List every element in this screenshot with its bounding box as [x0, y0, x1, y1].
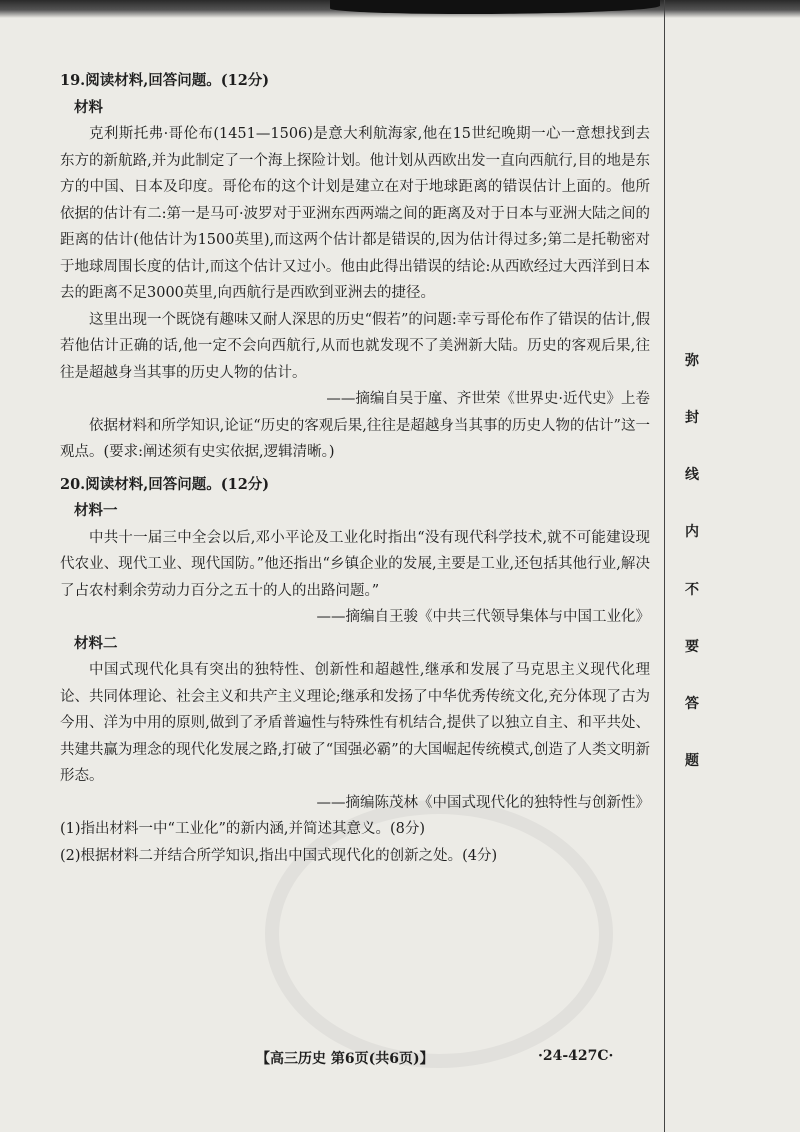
seal-char: 题: [685, 752, 699, 769]
q19-source: ——摘编自吴于廑、齐世荣《世界史·近代史》上卷: [326, 391, 650, 407]
seal-char: 弥: [685, 353, 699, 369]
exam-page-content: [60, 62, 650, 1122]
seal-line-text: [680, 350, 704, 770]
q20-material-2-source: ——摘编陈茂林《中国式现代化的独特性与创新性》: [316, 794, 650, 811]
footer-code: ·24-427C·: [538, 1048, 614, 1064]
seal-char: 要: [685, 638, 699, 655]
seal-char: 不: [685, 581, 699, 598]
q20-material-1-label: 材料一: [74, 502, 118, 519]
page-footer: [0, 1048, 800, 1072]
q20-subquestion-2: (2)根据材料二并结合所学知识,指出中国式现代化的创新之处。(4分): [60, 847, 498, 864]
footer-page-label: 【高三历史 第6页(共6页)】: [256, 1051, 434, 1067]
q19-title: 19.阅读材料,回答问题。(12分): [60, 72, 270, 89]
q20-subquestion-1: (1)指出材料一中“工业化”的新内涵,并简述其意义。(8分): [60, 821, 426, 837]
seal-line: [664, 0, 665, 1132]
q19-paragraph-2: 这里出现一个既饶有趣味又耐人深思的历史“假若”的问题:幸亏哥伦布作了错误的估计,假若他估计正确的话,他一定不会向西航行,从而也就发现不了美洲新大陆。历史的客观后果,往往是超越身当其事的历史人物的估计。: [60, 311, 650, 381]
seal-char: 答: [685, 695, 699, 712]
seal-char: 线: [685, 467, 699, 484]
q20-title: 20.阅读材料,回答问题。(12分): [60, 475, 270, 493]
q20-material-2-label: 材料二: [74, 634, 118, 652]
seal-char: 封: [685, 410, 699, 427]
q19-paragraph-1: 克利斯托弗·哥伦布(1451—1506)是意大利航海家,他在15世纪晚期一心一意想找到去东方的新航路,并为此制定了一个海上探险计划。他计划从西欧出发一直向西航行,目的地是东方的中国、日本及印度。哥伦布的这个计划是建立在对于地球距离的错误估计上面的。他所依据的估计有二:第一是马可·波罗对于亚洲东西两端之间的距离及对于日本与亚洲大陆之间的距离的估计(他估计为1500英里),而这两个估计都是错误的,因为估计得过多;第二是托勒密对于地球周围长度的估计,而这个估计又过小。他由此得出错误的结论:从西欧经过大西洋到日本去的距离不足3000英里,向西航行是西欧到亚洲去的捷径。: [60, 126, 650, 301]
seal-char: 内: [685, 524, 699, 541]
q19-task: 依据材料和所学知识,论证“历史的客观后果,往往是超越身当其事的历史人物的估计”这一观点。(要求:阐述须有史实依据,逻辑清晰。): [60, 417, 650, 460]
q20-material-1-text: 中共十一届三中全会以后,邓小平论及工业化时指出“没有现代科学技术,就不可能建设现代农业、现代工业、现代国防。”他还指出“乡镇企业的发展,主要是工业,还包括其他行业,解决了占农村剩余劳动力百分之五十的人的出路问题。”: [60, 529, 650, 599]
q19-material-label: 材料: [74, 98, 103, 116]
q20-material-2-text: 中国式现代化具有突出的独特性、创新性和超越性,继承和发展了马克思主义现代化理论、共同体理论、社会主义和共产主义理论;继承和发扬了中华优秀传统文化,充分体现了古为今用、洋为中用的原则,做到了矛盾普遍性与特殊性有机结合,提供了以独立自主、和平共处、共建共赢为理念的现代化发展之路,打破了“国强必霸”的大国崛起传统模式,创造了人类文明新形态。: [60, 662, 650, 784]
q20-material-1-source: ——摘编自王骏《中共三代领导集体与中国工业化》: [316, 609, 650, 625]
